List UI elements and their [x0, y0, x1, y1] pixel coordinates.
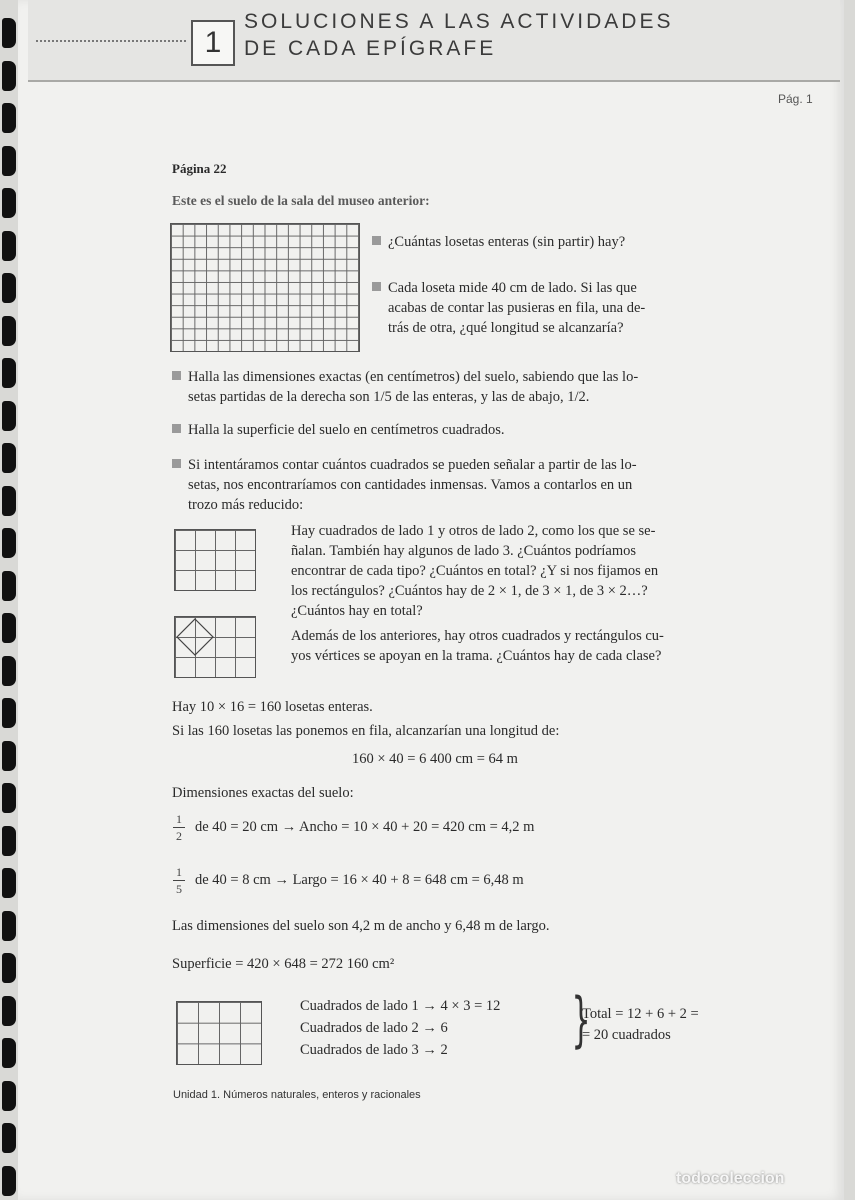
- spiral-ring: [2, 61, 16, 91]
- fraction-numerator: 1: [176, 812, 182, 826]
- question-4: [172, 420, 504, 441]
- spiral-ring: [2, 996, 16, 1026]
- question-2: [372, 278, 637, 299]
- spiral-ring: [2, 741, 16, 771]
- question-6-line: ñalan. También hay algunos de lado 3. ¿Cuántos podríamos: [291, 543, 637, 559]
- question-1: [372, 232, 625, 253]
- brace-icon: }: [571, 985, 591, 1055]
- spiral-ring: [2, 486, 16, 516]
- spiral-ring: [2, 953, 16, 983]
- spiral-ring: [2, 868, 16, 898]
- width-calculation: de 40 = 20 cm → Ancho = 10 × 40 + 20 = 420 cm = 4,2 m: [195, 819, 535, 835]
- question-2-line: acabas de contar las pusieras en fila, una de-: [388, 300, 646, 316]
- question-1-text: ¿Cuántas losetas enteras (sin partir) hay?: [388, 234, 626, 250]
- question-7-line: yos vértices se apoyan en la trama. ¿Cuántos hay de cada clase?: [291, 648, 662, 664]
- spiral-ring: [2, 571, 16, 601]
- header-title-line2: DE CADA EPÍGRAFE: [244, 37, 497, 60]
- spiral-ring: [2, 18, 16, 48]
- fraction-fifth: [173, 866, 185, 895]
- fraction-denominator: 5: [176, 882, 182, 896]
- answer-3-summary: Las dimensiones del suelo son 4,2 m de ancho y 6,48 m de largo.: [172, 918, 550, 934]
- question-5-line: trozo más reducido:: [188, 497, 304, 513]
- spiral-ring: [2, 1166, 16, 1196]
- question-3-line: setas partidas de la derecha son 1/5 de las enteras, y las de abajo, 1/2.: [188, 389, 590, 405]
- header-banner: [28, 0, 840, 82]
- tilted-squares-grid: [174, 616, 256, 678]
- question-6-line: ¿Cuántos hay en total?: [291, 603, 423, 619]
- spiral-ring: [2, 528, 16, 558]
- question-2-line: Cada loseta mide 40 cm de lado. Si las que: [388, 280, 637, 296]
- header-title-line1: SOLUCIONES A LAS ACTIVIDADES: [244, 10, 674, 33]
- tilted-square-icon: [175, 617, 255, 677]
- spiral-ring: [2, 103, 16, 133]
- fraction-half: [173, 813, 185, 842]
- answer-1: Hay 10 × 16 = 160 losetas enteras.: [172, 699, 373, 715]
- bullet-icon: [172, 371, 181, 380]
- question-5: [172, 455, 637, 476]
- total-line-1: Total = 12 + 6 + 2 =: [582, 1006, 699, 1022]
- watermark: todocoleccion: [676, 1170, 785, 1187]
- question-3-line: Halla las dimensiones exactas (en centímetros) del suelo, sabiendo que las lo-: [188, 369, 639, 385]
- answer-3: Dimensiones exactas del suelo:: [172, 785, 354, 801]
- fraction-denominator: 2: [176, 829, 182, 843]
- page-label: Pág. 1: [778, 92, 813, 106]
- question-6-line: encontrar de cada tipo? ¿Cuántos en total? ¿Y si nos fijamos en: [291, 563, 659, 579]
- footer-unit: Unidad 1. Números naturales, enteros y racionales: [173, 1089, 421, 1101]
- length-calculation: de 40 = 8 cm → Largo = 16 × 40 + 8 = 648 cm = 6,48 m: [195, 872, 524, 888]
- fraction-numerator: 1: [176, 865, 182, 879]
- spiral-ring: [2, 443, 16, 473]
- total-line-2: = 20 cuadrados: [582, 1027, 671, 1043]
- question-2-line: trás de otra, ¿qué longitud se alcanzaría?: [388, 320, 624, 336]
- bullet-icon: [372, 282, 381, 291]
- spiral-ring: [2, 1038, 16, 1068]
- spiral-ring: [2, 1123, 16, 1153]
- spiral-ring: [2, 316, 16, 346]
- spiral-ring: [2, 783, 16, 813]
- answer-4: Superficie = 420 × 648 = 272 160 cm²: [172, 956, 395, 972]
- answer-2-formula: 160 × 40 = 6 400 cm = 64 m: [352, 751, 518, 767]
- squares-line: Cuadrados de lado 2 → 6: [300, 1020, 448, 1036]
- spiral-ring: [2, 273, 16, 303]
- spiral-ring: [2, 358, 16, 388]
- bullet-icon: [172, 459, 181, 468]
- spiral-ring: [2, 613, 16, 643]
- unit-number-box: 1: [191, 20, 235, 66]
- question-6-line: los rectángulos? ¿Cuántos hay de 2 × 1, de 3 × 1, de 3 × 2…?: [291, 583, 648, 599]
- answer-2: Si las 160 losetas las ponemos en fila, alcanzarían una longitud de:: [172, 723, 560, 739]
- question-5-line: setas, nos encontraríamos con cantidades inmensas. Vamos a contarlos en un: [188, 477, 633, 493]
- question-5-line: Si intentáramos contar cuántos cuadrados se pueden señalar a partir de las lo-: [188, 457, 637, 473]
- question-4-text: Halla la superficie del suelo en centímetros cuadrados.: [188, 422, 505, 438]
- intro-text: Este es el suelo de la sala del museo anterior:: [172, 193, 430, 208]
- bullet-icon: [172, 424, 181, 433]
- question-7-line: Además de los anteriores, hay otros cuadrados y rectángulos cu-: [291, 628, 664, 644]
- spiral-ring: [2, 401, 16, 431]
- header-title: [244, 8, 673, 62]
- small-grid: [174, 529, 256, 591]
- floor-grid: [170, 223, 360, 352]
- question-3: [172, 367, 638, 388]
- squares-line: Cuadrados de lado 1 → 4 × 3 = 12: [300, 998, 501, 1014]
- spiral-ring: [2, 698, 16, 728]
- spiral-ring: [2, 656, 16, 686]
- header-dotted-rule: [36, 40, 186, 42]
- spiral-ring: [2, 188, 16, 218]
- section-title: Página 22: [172, 161, 227, 176]
- squares-line: Cuadrados de lado 3 → 2: [300, 1042, 448, 1058]
- question-6-line: Hay cuadrados de lado 1 y otros de lado 2, como los que se se-: [291, 523, 656, 539]
- spiral-ring: [2, 1081, 16, 1111]
- bullet-icon: [372, 236, 381, 245]
- spiral-ring: [2, 826, 16, 856]
- spiral-ring: [2, 231, 16, 261]
- answer-grid: [176, 1001, 262, 1065]
- spiral-ring: [2, 911, 16, 941]
- spiral-ring: [2, 146, 16, 176]
